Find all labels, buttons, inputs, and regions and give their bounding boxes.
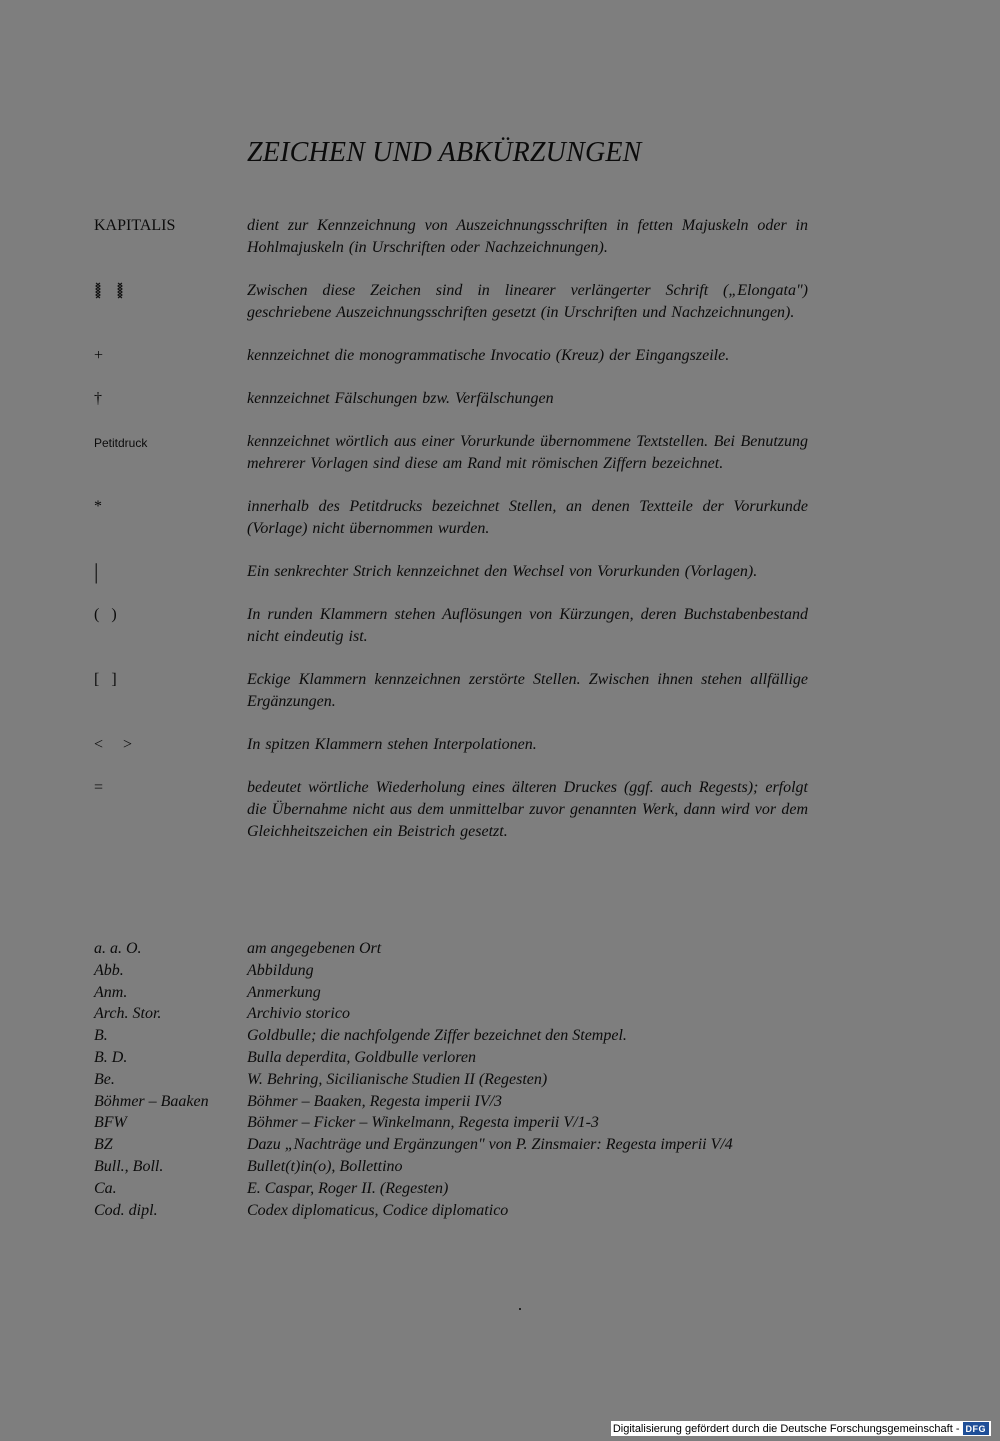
dfg-logo: DFG (963, 1422, 990, 1435)
abbreviation-description: E. Caspar, Roger II. (Regesten) (247, 1179, 449, 1197)
abbreviation-key: Ca. (94, 1179, 117, 1197)
abbreviation-key: a. a. O. (94, 940, 142, 957)
sign-key: [ ] (94, 671, 117, 688)
sign-key: Petitdruck (94, 436, 148, 450)
sign-description: In spitzen Klammern stehen Interpolationen. (247, 736, 537, 753)
abbreviation-description: Codex diplomaticus, Codice diplomatico (247, 1201, 509, 1219)
abbreviation-description: Archivio storico (247, 1005, 350, 1023)
sign-description: Ein senkrechter Strich kennzeichnet den Wechsel von Vorurkunden (Vorlagen). (247, 563, 758, 580)
sign-key: < > (94, 736, 133, 753)
elongata-marks-icon (94, 280, 138, 305)
sign-description: dient zur Kennzeichnung von Auszeichnungsschriften in fetten Majuskeln oder in Hohlmajuskeln (in Urschriften oder Nachzeichnungen). (247, 217, 808, 256)
sign-description: kennzeichnet Fälschungen bzw. Verfälschungen (247, 390, 554, 407)
footer-text: Digitalisierung gefördert durch die Deutsche Forschungsgemeinschaft - (612, 1422, 960, 1435)
sign-item-kapitalis (94, 215, 814, 259)
sign-item-dagger (94, 388, 814, 410)
abbreviation-description: am angegebenen Ort (247, 940, 382, 957)
sign-item-elongata (94, 280, 814, 324)
sign-key: | (94, 559, 99, 584)
sign-description: kennzeichnet die monogrammatische Invocatio (Kreuz) der Eingangszeile. (247, 347, 730, 364)
abbreviation-key: Anm. (94, 983, 128, 1001)
abbreviation-description: W. Behring, Sicilianische Studien II (Regesten) (247, 1070, 548, 1088)
abbreviation-key: Arch. Stor. (94, 1005, 162, 1023)
signs-list (94, 215, 814, 864)
sign-item-petitdruck (94, 431, 814, 475)
abbreviation-description: Bulla deperdita, Goldbulle verloren (247, 1048, 476, 1066)
sign-description: Eckige Klammern kennzeichnen zerstörte Stellen. Zwischen ihnen stehen allfällige Ergänzungen. (247, 671, 808, 710)
abbreviation-key: Cod. dipl. (94, 1201, 158, 1219)
abbreviation-description: Anmerkung (247, 983, 321, 1001)
sign-item-asterisk (94, 496, 814, 540)
abbreviation-key: BFW (94, 1114, 127, 1132)
abbreviation-key: BZ (94, 1136, 113, 1154)
sign-description: bedeutet wörtliche Wiederholung eines älteren Druckes (ggf. auch Regests); erfolgt die Übernahme nicht aus dem unmittelbar zuvor genannten Werk, dann wird vor dem Gleichheitszeichen ein Beistrich gesetzt. (247, 779, 808, 840)
sign-key: = (94, 779, 104, 796)
digitization-footer (611, 1421, 991, 1436)
abbreviation-key: Bull., Boll. (94, 1157, 164, 1175)
sign-item-square-brackets (94, 669, 814, 713)
abbreviation-description: Böhmer – Baaken, Regesta imperii IV/3 (247, 1092, 503, 1110)
sign-description: kennzeichnet wörtlich aus einer Vorurkunde übernommene Textstellen. Bei Benutzung mehrerer Vorlagen sind diese am Rand mit römischen Ziffern bezeichnet. (247, 433, 808, 472)
abbreviation-key: B. D. (94, 1048, 128, 1066)
abbreviation-key: Abb. (94, 961, 124, 979)
sign-description: In runden Klammern stehen Auflösungen von Kürzungen, deren Buchstabenbestand nicht eindeutig ist. (247, 606, 808, 645)
sign-key: ( ) (94, 606, 117, 623)
sign-item-angle-brackets (94, 734, 814, 756)
abbreviation-description: Bullet(t)in(o), Bollettino (247, 1157, 403, 1175)
abbreviation-key: Be. (94, 1070, 115, 1088)
abbreviation-description: Dazu „Nachträge und Ergänzungen" von P. Zinsmaier: Regesta imperii V/4 (247, 1136, 733, 1154)
sign-item-round-brackets (94, 604, 814, 648)
abbreviation-description: Abbildung (247, 961, 314, 979)
sign-key: * (94, 498, 102, 515)
sign-key: † (94, 390, 102, 407)
page-title: ZEICHEN UND ABKÜRZUNGEN (247, 137, 642, 168)
abbreviation-key: B. (94, 1027, 108, 1045)
sign-description: innerhalb des Petitdrucks bezeichnet Stellen, an denen Textteile der Vorurkunde (Vorlage) nicht übernommen wurden. (247, 498, 808, 537)
page-mark (519, 1308, 521, 1310)
sign-item-vertical-bar (94, 561, 814, 583)
abbreviation-description: Goldbulle; die nachfolgende Ziffer bezeichnet den Stempel. (247, 1027, 627, 1045)
abbreviation-key: Böhmer – Baaken (94, 1092, 209, 1110)
sign-item-cross (94, 345, 814, 367)
sign-description: Zwischen diese Zeichen sind in linearer verlängerter Schrift („Elongata") geschriebene Auszeichnungsschriften gesetzt (in Urschriften und Nachzeichnungen). (247, 282, 808, 321)
sign-key: + (94, 347, 104, 364)
sign-key: KAPITALIS (94, 217, 176, 234)
abbreviation-description: Böhmer – Ficker – Winkelmann, Regesta imperii V/1-3 (247, 1114, 599, 1132)
sign-item-equals (94, 777, 814, 843)
